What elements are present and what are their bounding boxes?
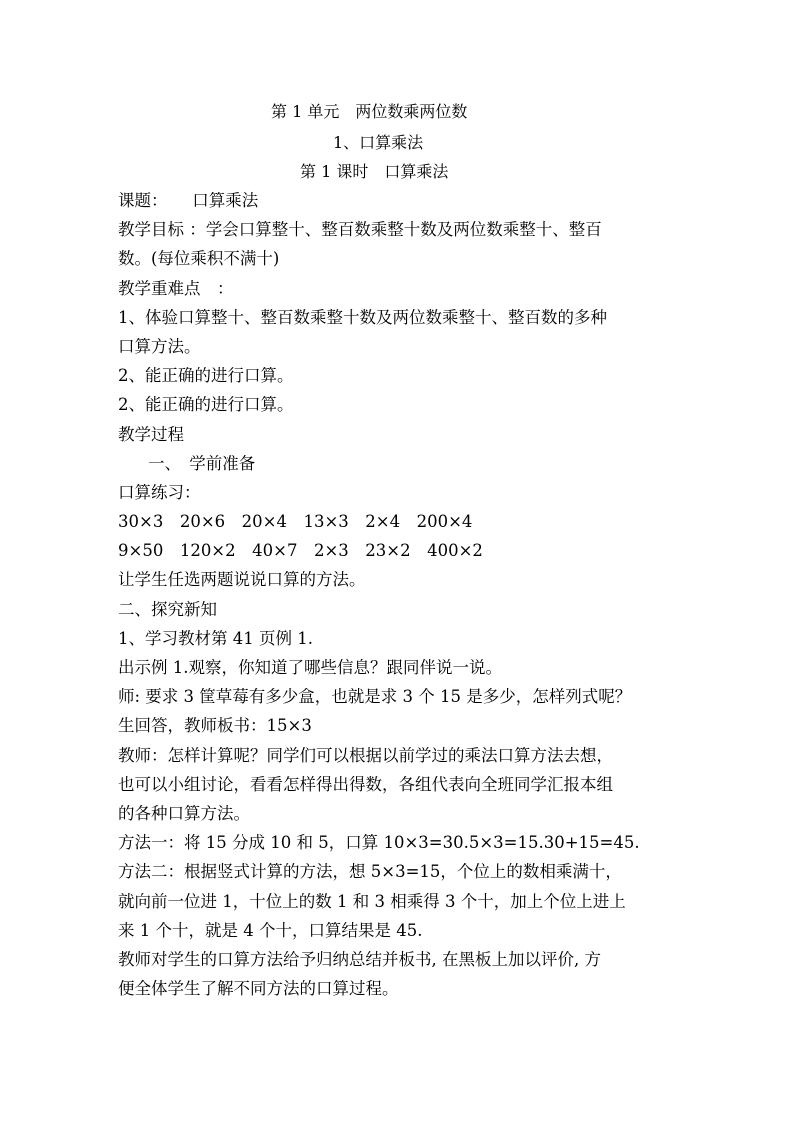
- topic-line: 课题： 口算乘法: [118, 191, 259, 210]
- process-heading: 教学过程: [118, 424, 184, 444]
- keypoint-2: 2、能正确的进行口算。: [118, 366, 294, 386]
- practice-instruction: 让学生任选两题说说口算的方法。: [118, 570, 366, 590]
- study-item: 1、学习教材第 41 页例 1.: [118, 628, 313, 648]
- method-1: 方法一：将 15 分成 10 和 5，口算 10×3=30.5×3=15.30+15=45.: [118, 833, 640, 853]
- practice-row-1: 30×3 20×6 20×4 13×3 2×4 200×4: [118, 512, 473, 532]
- goal-line-2: 数。(每位乘积不满十): [118, 249, 280, 269]
- keypoint-1-line-2: 口算方法。: [118, 336, 201, 356]
- lesson-title: 第 1 课时 口算乘法: [300, 162, 449, 181]
- keypoint-1-line-1: 1、体验口算整十、整百数乘整十数及两位数乘整十、整百数的多种: [118, 307, 607, 327]
- section-2-heading: 二、探究新知: [118, 599, 217, 619]
- practice-heading: 口算练习：: [118, 482, 201, 502]
- method-2-line-2: 就向前一位进 1，十位上的数 1 和 3 相乘得 3 个十，加上个位上进上: [118, 891, 626, 911]
- summary-line-1: 教师对学生的口算方法给予归纳总结并板书, 在黑板上加以评价, 方: [118, 949, 601, 969]
- keypoint-2-repeat: 2、能正确的进行口算。: [118, 395, 294, 415]
- summary-line-2: 便全体学生了解不同方法的口算过程。: [118, 979, 399, 999]
- lesson-body: [118, 186, 688, 1003]
- goal-line-1: 教学目标 ：学会口算整十、整百数乘整十数及两位数乘整十、整百: [118, 220, 602, 240]
- teacher-line-2: 也可以小组讨论，看看怎样得出得数，各组代表向全班同学汇报本组: [118, 774, 613, 794]
- teacher-line-3: 的各种口算方法。: [118, 803, 250, 823]
- unit-title: 第 1 单元 两位数乘两位数: [271, 102, 468, 121]
- teacher-question: 师: 要求 3 筐草莓有多少盒，也就是求 3 个 15 是多少，怎样列式呢？: [118, 687, 632, 707]
- keypoints-heading: 教学重难点 ：: [118, 278, 234, 298]
- method-2-line-1: 方法二：根据竖式计算的方法，想 5×3=15，个位上的数相乘满十，: [118, 862, 622, 882]
- example-line: 出示例 1.观察，你知道了哪些信息？跟同伴说一说。: [118, 658, 502, 677]
- teacher-line-1: 教师：怎样计算呢？同学们可以根据以前学过的乘法口算方法去想，: [118, 745, 613, 765]
- method-2-line-3: 来 1 个十，就是 4 个十，口算结果是 45.: [118, 920, 423, 940]
- practice-row-2: 9×50 120×2 40×7 2×3 23×2 400×2: [118, 541, 483, 561]
- section-1-heading: 一、 学前准备: [148, 453, 256, 473]
- section-title: 1、口算乘法: [333, 133, 424, 152]
- student-answer: 生回答，教师板书：15×3: [118, 716, 312, 736]
